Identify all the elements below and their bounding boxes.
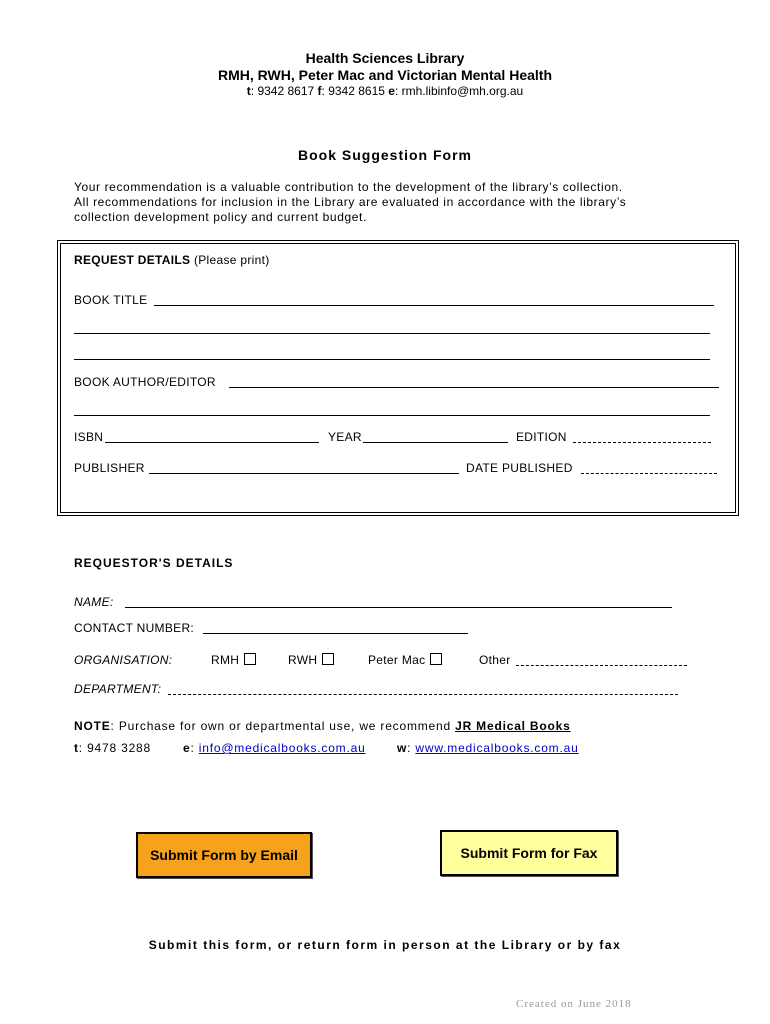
note-text: : Purchase for own or departmental use, we recommend <box>110 719 451 733</box>
fax-label: f <box>317 84 322 98</box>
book-title-field[interactable] <box>154 305 714 306</box>
edition-label: EDITION <box>516 430 567 444</box>
org-option-label: RMH <box>211 653 240 667</box>
name-label: NAME: <box>74 595 114 609</box>
intro-line: collection development policy and current budget. <box>74 210 367 224</box>
department-label: DEPARTMENT: <box>74 682 162 696</box>
vendor-web: w: www.medicalbooks.com.au <box>397 741 579 755</box>
form-title: Book Suggestion Form <box>298 147 472 163</box>
vendor-email: e: info@medicalbooks.com.au <box>183 741 366 755</box>
book-title-label: BOOK TITLE <box>74 293 148 307</box>
org-option-rwh[interactable] <box>288 653 334 667</box>
rwh-checkbox[interactable] <box>322 653 334 665</box>
name-field[interactable] <box>125 607 672 608</box>
petermac-checkbox[interactable] <box>430 653 442 665</box>
org-other-field[interactable] <box>516 665 687 666</box>
isbn-field[interactable] <box>105 442 319 443</box>
publisher-field[interactable] <box>149 473 459 474</box>
contact-number-field[interactable] <box>203 633 468 634</box>
request-details-heading <box>74 253 270 267</box>
org-option-rmh[interactable] <box>211 653 256 667</box>
org-option-label: Peter Mac <box>368 653 426 667</box>
rmh-checkbox[interactable] <box>244 653 256 665</box>
library-fax: 9342 8615 <box>328 84 385 98</box>
isbn-label: ISBN <box>74 430 104 444</box>
intro-line: All recommendations for inclusion in the Library are evaluated in accordance with the library’s <box>74 195 627 209</box>
note-line <box>74 719 571 733</box>
contact-number-label: CONTACT NUMBER: <box>74 621 195 635</box>
phone-label: t <box>246 84 251 98</box>
publisher-label: PUBLISHER <box>74 461 145 475</box>
note-label: NOTE <box>74 719 111 733</box>
intro-line: Your recommendation is a valuable contribution to the development of the library’s collection. <box>74 180 623 194</box>
org-option-label: RWH <box>288 653 318 667</box>
book-title-field-line3[interactable] <box>74 359 710 360</box>
request-heading: REQUEST DETAILS <box>74 253 191 267</box>
submit-fax-button[interactable]: Submit Form for Fax <box>440 830 618 876</box>
vendor-name: JR Medical Books <box>455 719 571 733</box>
organisation-label: ORGANISATION: <box>74 653 173 667</box>
vendor-phone-number: : 9478 3288 <box>78 741 151 755</box>
date-published-field[interactable] <box>581 473 717 474</box>
library-hospitals: RMH, RWH, Peter Mac and Victorian Mental Health <box>218 67 552 83</box>
requestor-heading: REQUESTOR'S DETAILS <box>74 556 234 570</box>
created-date: Created on June 2018 <box>516 998 632 1010</box>
request-heading-note: (Please print) <box>193 253 270 267</box>
department-field[interactable] <box>168 694 678 695</box>
date-published-label: DATE PUBLISHED <box>466 461 573 475</box>
submit-email-button[interactable]: Submit Form by Email <box>136 832 312 878</box>
vendor-email-label: e <box>183 741 191 755</box>
vendor-email-link[interactable]: info@medicalbooks.com.au <box>198 741 366 755</box>
org-other-label: Other <box>479 653 511 667</box>
org-option-petermac[interactable] <box>368 653 442 667</box>
vendor-web-label: w <box>397 741 408 755</box>
vendor-phone <box>74 741 151 755</box>
library-email: rmh.libinfo@mh.org.au <box>401 84 524 98</box>
book-author-label: BOOK AUTHOR/EDITOR <box>74 375 216 389</box>
book-author-field-line2[interactable] <box>74 415 710 416</box>
book-title-field-line2[interactable] <box>74 333 710 334</box>
book-author-field[interactable] <box>229 387 719 388</box>
submit-instructions: Submit this form, or return form in person at the Library or by fax <box>148 938 622 952</box>
library-contact: t: 9342 8617 f: 9342 8615 e: rmh.libinfo@mh.org.au <box>246 84 524 98</box>
intro-text <box>74 180 714 225</box>
edition-field[interactable] <box>573 442 711 443</box>
year-field[interactable] <box>363 442 508 443</box>
vendor-phone-label: t <box>74 741 79 755</box>
year-label: YEAR <box>328 430 362 444</box>
library-phone: 9342 8617 <box>257 84 315 98</box>
library-name: Health Sciences Library <box>305 50 465 66</box>
vendor-web-link[interactable]: www.medicalbooks.com.au <box>415 741 579 755</box>
email-label: e <box>388 84 395 98</box>
